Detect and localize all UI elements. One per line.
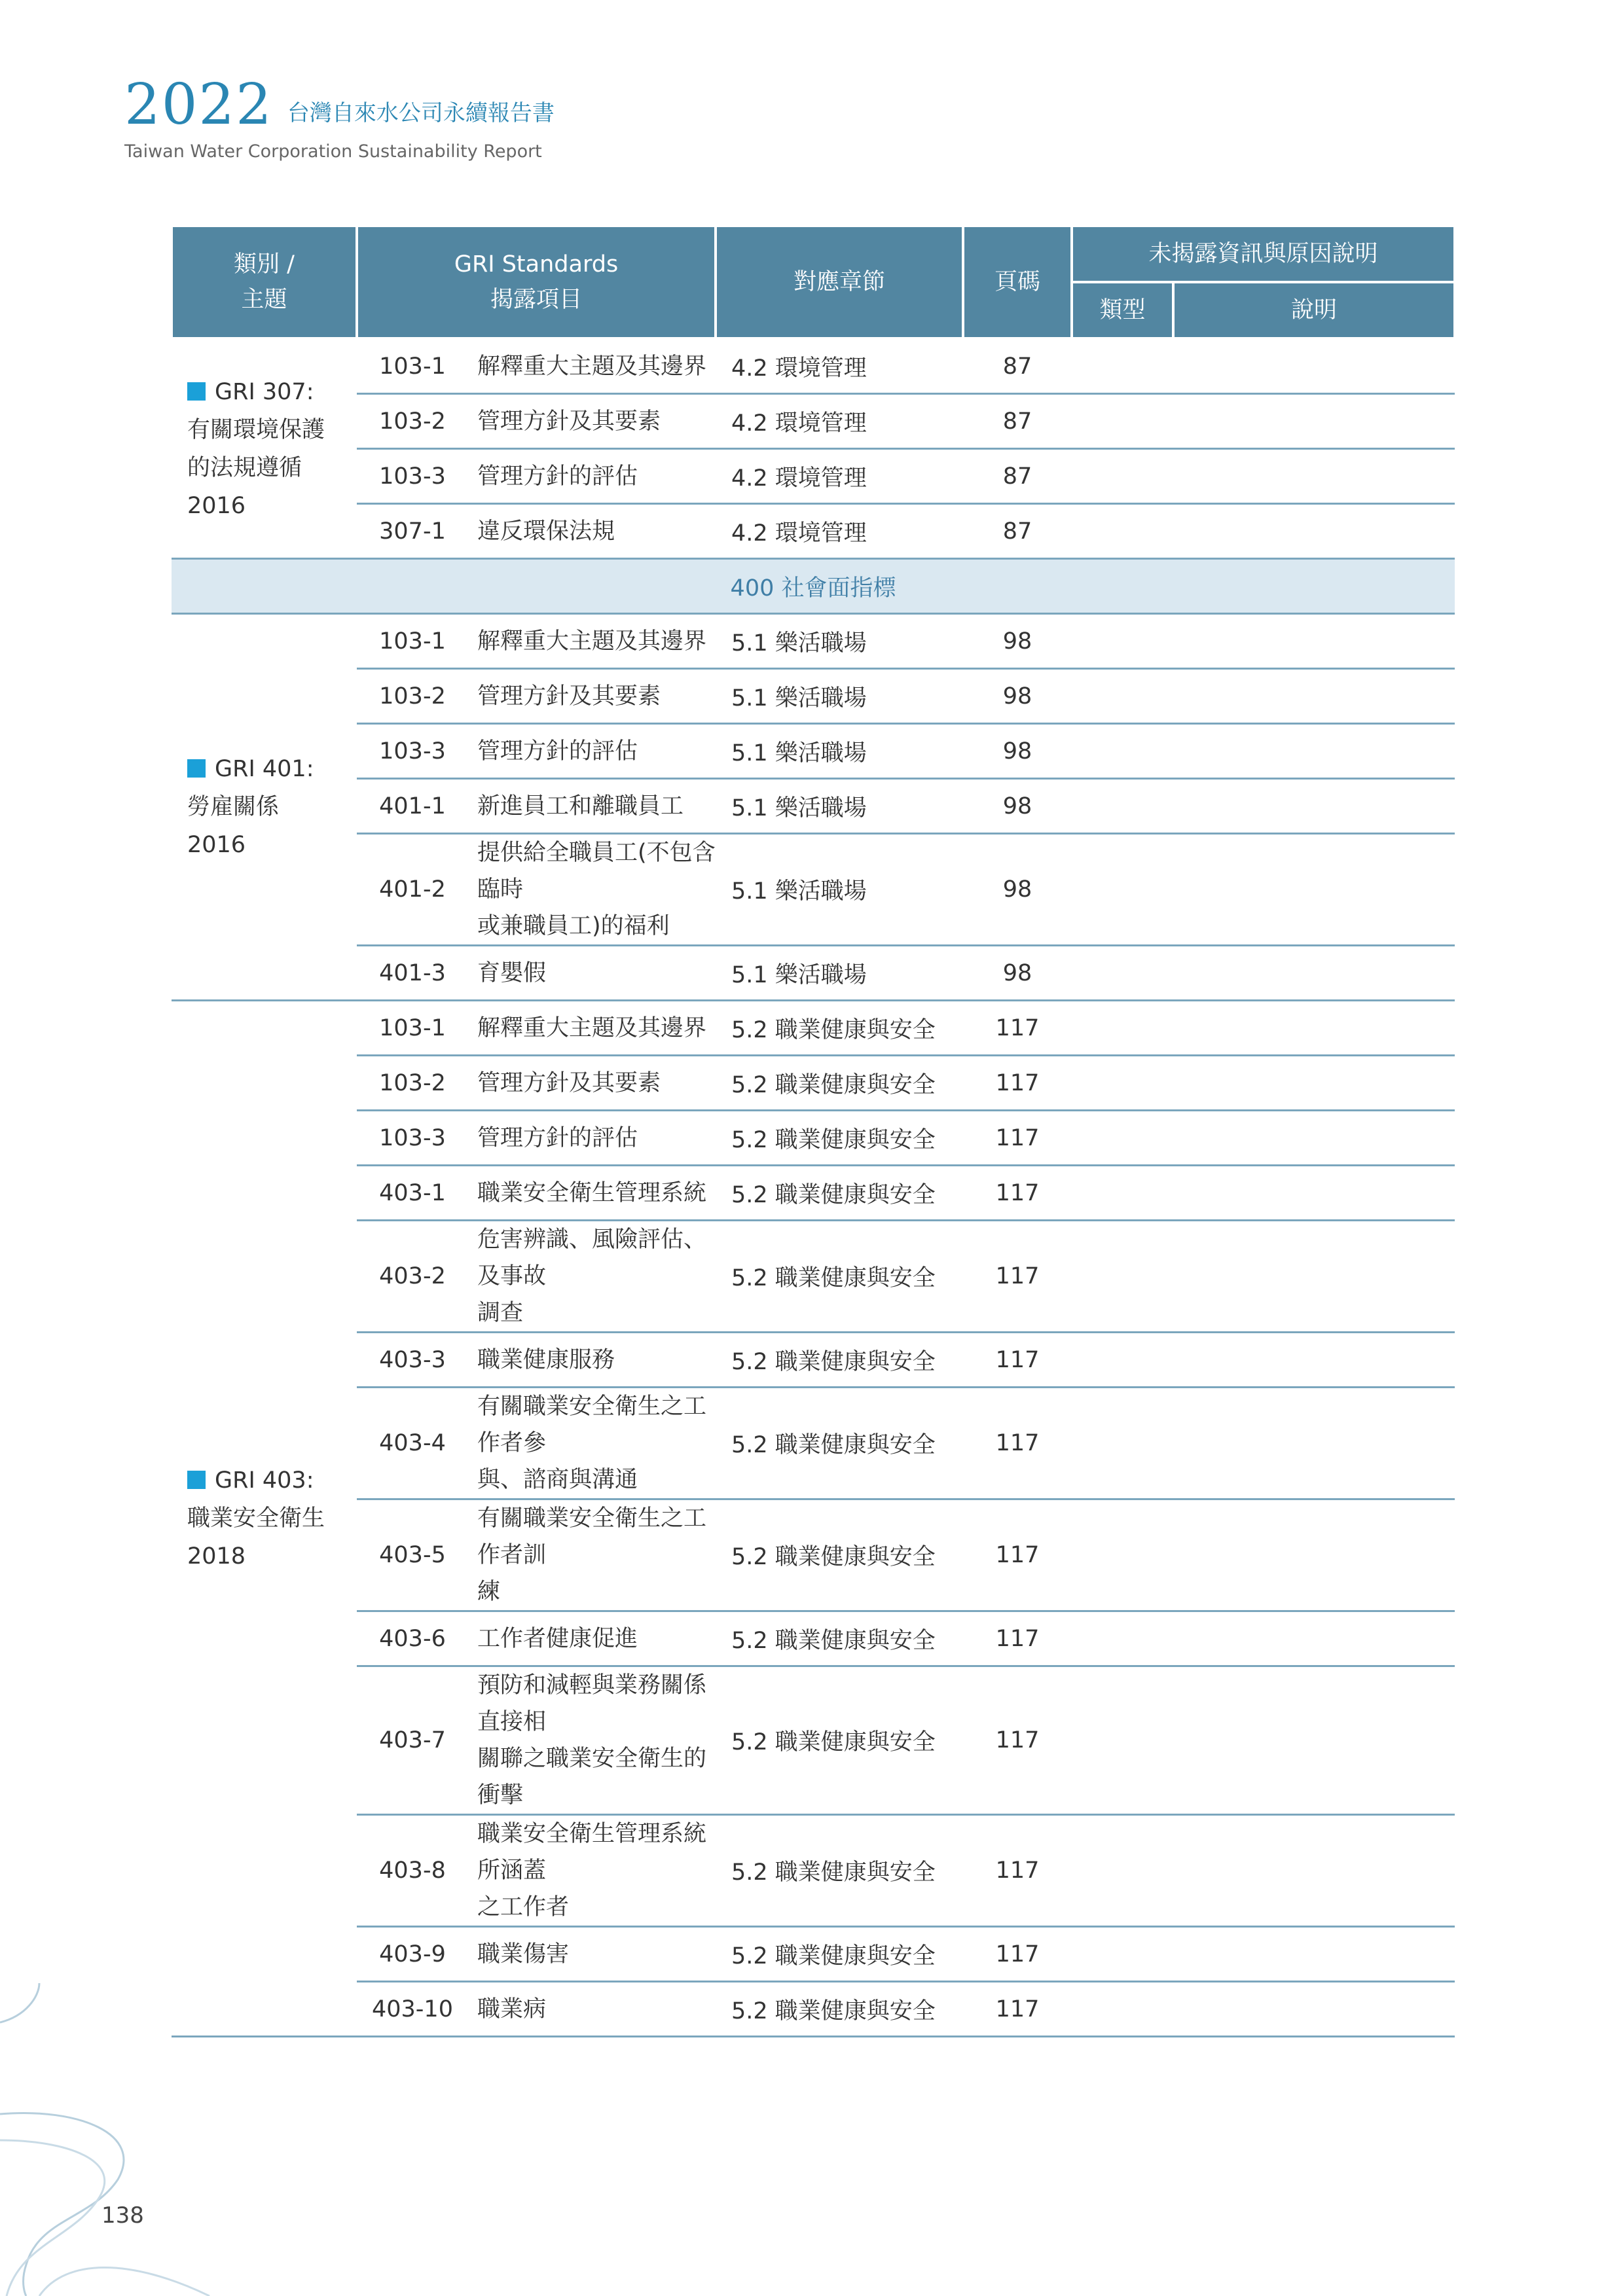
disclosure-item: 預防和減輕與業務關係直接相 關聯之職業安全衛生的衝擊 — [468, 1666, 716, 1815]
omission-type — [1072, 394, 1173, 449]
page-ref: 117 — [963, 1333, 1072, 1388]
chapter-ref: 5.2 職業健康與安全 — [716, 1666, 963, 1815]
page-ref: 117 — [963, 1927, 1072, 1982]
disclosure-item: 違反環保法規 — [468, 504, 716, 559]
disclosure-code: 307-1 — [357, 504, 468, 559]
omission-type — [1072, 1001, 1173, 1056]
disclosure-item: 解釋重大主題及其邊界 — [468, 614, 716, 669]
disclosure-code: 103-3 — [357, 724, 468, 779]
page-ref: 98 — [963, 669, 1072, 724]
disclosure-item: 管理方針的評估 — [468, 724, 716, 779]
disclosure-code: 403-9 — [357, 1927, 468, 1982]
category-label: GRI 401: 勞雇關係 2016 — [187, 756, 314, 858]
omission-desc — [1173, 1611, 1455, 1666]
omission-type — [1072, 504, 1173, 559]
omission-type — [1072, 1982, 1173, 2037]
chapter-ref: 5.2 職業健康與安全 — [716, 1388, 963, 1499]
gri-index-table — [170, 224, 1456, 2037]
header-chapter: 對應章節 — [716, 226, 963, 338]
omission-desc — [1173, 1056, 1455, 1111]
disclosure-item: 管理方針的評估 — [468, 1111, 716, 1166]
page-ref: 117 — [963, 1499, 1072, 1611]
omission-type — [1072, 1166, 1173, 1221]
page-ref: 117 — [963, 1001, 1072, 1056]
page-ref: 117 — [963, 1815, 1072, 1927]
header-gri-standards: GRI Standards 揭露項目 — [357, 226, 716, 338]
disclosure-item: 管理方針及其要素 — [468, 669, 716, 724]
table-row — [172, 1111, 1455, 1166]
chapter-ref: 5.2 職業健康與安全 — [716, 1221, 963, 1333]
disclosure-item: 職業傷害 — [468, 1927, 716, 1982]
category-cell — [172, 1001, 357, 2037]
page-ref: 117 — [963, 1666, 1072, 1815]
omission-desc — [1173, 1166, 1455, 1221]
disclosure-item: 提供給全職員工(不包含臨時 或兼職員工)的福利 — [468, 834, 716, 946]
omission-type — [1072, 1388, 1173, 1499]
chapter-ref: 5.2 職業健康與安全 — [716, 1001, 963, 1056]
chapter-ref: 5.2 職業健康與安全 — [716, 1333, 963, 1388]
disclosure-item: 工作者健康促進 — [468, 1611, 716, 1666]
section-title: 400 社會面指標 — [172, 559, 1455, 614]
chapter-ref: 5.2 職業健康與安全 — [716, 1815, 963, 1927]
disclosure-code: 103-2 — [357, 394, 468, 449]
omission-desc — [1173, 669, 1455, 724]
page-ref: 117 — [963, 1111, 1072, 1166]
page-ref: 117 — [963, 1166, 1072, 1221]
omission-type — [1072, 724, 1173, 779]
disclosure-code: 103-2 — [357, 1056, 468, 1111]
report-title-zh: 台灣自來水公司永續報告書 — [287, 100, 555, 126]
page-ref: 98 — [963, 834, 1072, 946]
header-omission-type: 類型 — [1072, 282, 1173, 338]
table-row — [172, 1221, 1455, 1333]
page-ref: 87 — [963, 504, 1072, 559]
omission-desc — [1173, 504, 1455, 559]
table-row — [172, 1666, 1455, 1815]
chapter-ref: 5.2 職業健康與安全 — [716, 1111, 963, 1166]
disclosure-code: 403-10 — [357, 1982, 468, 2037]
chapter-ref: 5.2 職業健康與安全 — [716, 1056, 963, 1111]
page-ref: 117 — [963, 1982, 1072, 2037]
omission-desc — [1173, 834, 1455, 946]
page-ref: 117 — [963, 1388, 1072, 1499]
page-ref: 98 — [963, 724, 1072, 779]
omission-type — [1072, 1221, 1173, 1333]
omission-type — [1072, 1056, 1173, 1111]
disclosure-code: 103-2 — [357, 669, 468, 724]
chapter-ref: 5.1 樂活職場 — [716, 669, 963, 724]
omission-type — [1072, 338, 1173, 394]
disclosure-code: 103-1 — [357, 614, 468, 669]
chapter-ref: 5.2 職業健康與安全 — [716, 1982, 963, 2037]
disclosure-item: 職業安全衛生管理系統所涵蓋 之工作者 — [468, 1815, 716, 1927]
category-cell — [172, 338, 357, 559]
table-row — [172, 614, 1455, 669]
chapter-ref: 5.1 樂活職場 — [716, 946, 963, 1001]
disclosure-item: 有關職業安全衛生之工作者訓 練 — [468, 1499, 716, 1611]
omission-desc — [1173, 449, 1455, 504]
omission-desc — [1173, 1388, 1455, 1499]
disclosure-code: 103-3 — [357, 449, 468, 504]
omission-type — [1072, 1499, 1173, 1611]
category-label: GRI 403: 職業安全衛生 2018 — [187, 1467, 325, 1570]
omission-type — [1072, 946, 1173, 1001]
disclosure-code: 401-3 — [357, 946, 468, 1001]
disclosure-item: 職業健康服務 — [468, 1333, 716, 1388]
omission-desc — [1173, 394, 1455, 449]
table-row — [172, 1611, 1455, 1666]
omission-type — [1072, 834, 1173, 946]
omission-type — [1072, 1111, 1173, 1166]
page-ref: 87 — [963, 394, 1072, 449]
disclosure-item: 危害辨識、風險評估、及事故 調查 — [468, 1221, 716, 1333]
table-row — [172, 724, 1455, 779]
disclosure-code: 403-2 — [357, 1221, 468, 1333]
disclosure-item: 管理方針及其要素 — [468, 1056, 716, 1111]
disclosure-code: 403-5 — [357, 1499, 468, 1611]
omission-desc — [1173, 1001, 1455, 1056]
disclosure-code: 103-1 — [357, 1001, 468, 1056]
header-page: 頁碼 — [963, 226, 1072, 338]
table-body — [172, 338, 1455, 2037]
table-row — [172, 1333, 1455, 1388]
table-row — [172, 779, 1455, 834]
disclosure-code: 103-3 — [357, 1111, 468, 1166]
disclosure-item: 解釋重大主題及其邊界 — [468, 1001, 716, 1056]
table-row — [172, 834, 1455, 946]
omission-desc — [1173, 779, 1455, 834]
omission-desc — [1173, 724, 1455, 779]
chapter-ref: 5.2 職業健康與安全 — [716, 1499, 963, 1611]
disclosure-code: 401-2 — [357, 834, 468, 946]
disclosure-code: 403-1 — [357, 1166, 468, 1221]
omission-desc — [1173, 1111, 1455, 1166]
page-ref: 117 — [963, 1221, 1072, 1333]
table-row — [172, 338, 1455, 394]
omission-type — [1072, 779, 1173, 834]
page-ref: 117 — [963, 1056, 1072, 1111]
disclosure-code: 403-6 — [357, 1611, 468, 1666]
omission-desc — [1173, 1666, 1455, 1815]
report-header — [124, 72, 555, 162]
disclosure-item: 新進員工和離職員工 — [468, 779, 716, 834]
omission-desc — [1173, 1499, 1455, 1611]
chapter-ref: 4.2 環境管理 — [716, 504, 963, 559]
omission-type — [1072, 1611, 1173, 1666]
disclosure-code: 403-7 — [357, 1666, 468, 1815]
chapter-ref: 4.2 環境管理 — [716, 394, 963, 449]
table-row — [172, 1815, 1455, 1927]
page-ref: 98 — [963, 946, 1072, 1001]
page-ref: 87 — [963, 338, 1072, 394]
disclosure-item: 管理方針及其要素 — [468, 394, 716, 449]
table-row — [172, 669, 1455, 724]
table-row — [172, 504, 1455, 559]
omission-desc — [1173, 1982, 1455, 2037]
square-bullet-icon — [187, 1471, 206, 1489]
square-bullet-icon — [187, 382, 206, 401]
omission-type — [1072, 1815, 1173, 1927]
omission-type — [1072, 1333, 1173, 1388]
chapter-ref: 5.1 樂活職場 — [716, 614, 963, 669]
omission-desc — [1173, 338, 1455, 394]
header-omission: 未揭露資訊與原因說明 — [1072, 226, 1455, 282]
disclosure-item: 管理方針的評估 — [468, 449, 716, 504]
page-ref: 98 — [963, 779, 1072, 834]
table-row — [172, 1388, 1455, 1499]
chapter-ref: 5.1 樂活職場 — [716, 779, 963, 834]
chapter-ref: 4.2 環境管理 — [716, 449, 963, 504]
disclosure-item: 解釋重大主題及其邊界 — [468, 338, 716, 394]
table-row — [172, 1927, 1455, 1982]
disclosure-code: 103-1 — [357, 338, 468, 394]
decorative-wave — [0, 1983, 275, 2296]
table-row — [172, 394, 1455, 449]
disclosure-code: 403-3 — [357, 1333, 468, 1388]
header-category: 類別 / 主題 — [172, 226, 357, 338]
omission-desc — [1173, 1333, 1455, 1388]
disclosure-item: 有關職業安全衛生之工作者參 與、諮商與溝通 — [468, 1388, 716, 1499]
omission-desc — [1173, 614, 1455, 669]
chapter-ref: 5.2 職業健康與安全 — [716, 1166, 963, 1221]
chapter-ref: 4.2 環境管理 — [716, 338, 963, 394]
chapter-ref: 5.2 職業健康與安全 — [716, 1927, 963, 1982]
chapter-ref: 5.1 樂活職場 — [716, 834, 963, 946]
table-row — [172, 1056, 1455, 1111]
category-cell — [172, 614, 357, 1001]
table-row — [172, 1001, 1455, 1056]
disclosure-code: 403-4 — [357, 1388, 468, 1499]
table-row — [172, 1982, 1455, 2037]
disclosure-item: 職業病 — [468, 1982, 716, 2037]
chapter-ref: 5.1 樂活職場 — [716, 724, 963, 779]
omission-desc — [1173, 1815, 1455, 1927]
disclosure-code: 401-1 — [357, 779, 468, 834]
omission-desc — [1173, 946, 1455, 1001]
omission-type — [1072, 1927, 1173, 1982]
square-bullet-icon — [187, 759, 206, 778]
chapter-ref: 5.2 職業健康與安全 — [716, 1611, 963, 1666]
page-ref: 98 — [963, 614, 1072, 669]
omission-type — [1072, 449, 1173, 504]
page-ref: 87 — [963, 449, 1072, 504]
report-year: 2022 — [124, 72, 273, 137]
omission-type — [1072, 1666, 1173, 1815]
page-ref: 117 — [963, 1611, 1072, 1666]
omission-desc — [1173, 1927, 1455, 1982]
section-row — [172, 559, 1455, 614]
omission-type — [1072, 669, 1173, 724]
category-label: GRI 307: 有關環境保護 的法規遵循 2016 — [187, 378, 325, 519]
table-row — [172, 1166, 1455, 1221]
table-row — [172, 1499, 1455, 1611]
disclosure-item: 育嬰假 — [468, 946, 716, 1001]
disclosure-code: 403-8 — [357, 1815, 468, 1927]
report-title-en: Taiwan Water Corporation Sustainability Report — [124, 141, 542, 162]
disclosure-item: 職業安全衛生管理系統 — [468, 1166, 716, 1221]
header-omission-desc: 說明 — [1173, 282, 1455, 338]
omission-type — [1072, 614, 1173, 669]
page-number: 138 — [101, 2202, 144, 2229]
table-row — [172, 449, 1455, 504]
table-row — [172, 946, 1455, 1001]
omission-desc — [1173, 1221, 1455, 1333]
